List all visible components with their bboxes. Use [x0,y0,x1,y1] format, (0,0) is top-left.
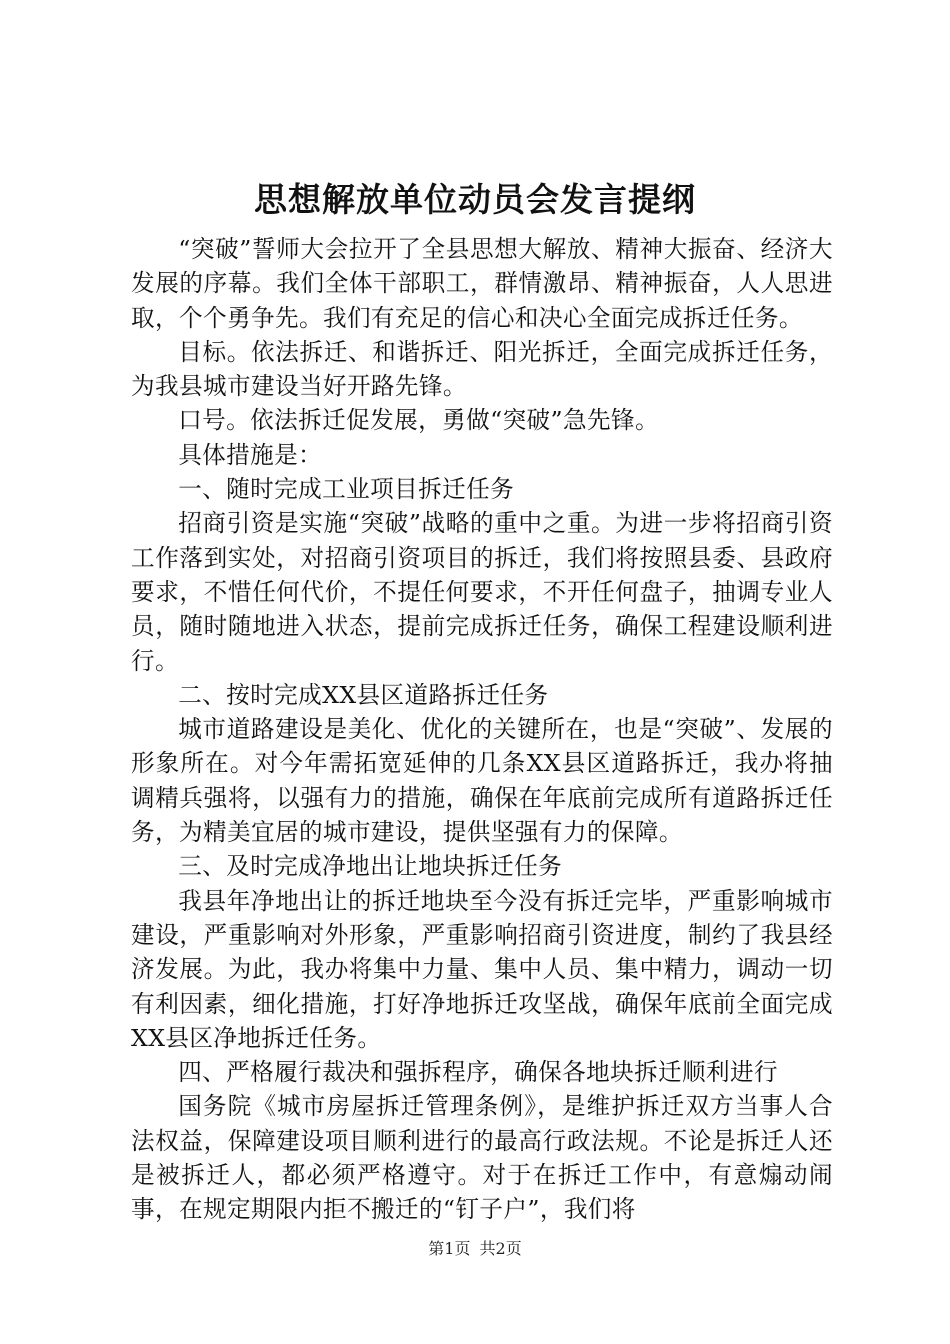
document-title: 思想解放单位动员会发言提纲 [254,180,696,219]
document-body [131,232,833,1227]
paragraph-measures-heading: 具体措施是： [178,440,323,469]
paragraph-goal: 目标。依法拆迁、和谐拆迁、阳光拆迁，全面完成拆迁任务，为我县城市建设当好开路先锋。 [131,337,833,401]
section-heading-3: 三、及时完成净地出让地块拆迁任务 [178,852,563,881]
paragraph-section-1: 招商引资是实施“突破”战略的重中之重。为进一步将招商引资工作落到实处，对招商引资项目的拆迁，我们将按照县委、县政府要求，不惜任何代价，不提任何要求，不开任何盘子，抽调专业人员，随时随地进入状态，提前完成拆迁任务，确保工程建设顺利进行。 [131,509,833,675]
section-heading-2: 二、按时完成XX县区道路拆迁任务 [178,680,549,709]
paragraph-slogan: 口号。依法拆迁促发展，勇做“突破”急先锋。 [178,406,659,435]
paragraph-section-2: 城市道路建设是美化、优化的关键所在，也是“突破”、发展的形象所在。对今年需拓宽延伸的几条XX县区道路拆迁，我办将抽调精兵强将，以强有力的措施，确保在年底前完成所有道路拆迁任务，为精美宜居的城市建设，提供坚强有力的保障。 [131,715,833,847]
section-heading-1: 一、随时完成工业项目拆迁任务 [178,475,515,504]
section-heading-4: 四、严格履行裁决和强拆程序，确保各地块拆迁顺利进行 [178,1058,779,1087]
paragraph-section-4: 国务院《城市房屋拆迁管理条例》，是维护拆迁双方当事人合法权益，保障建设项目顺利进行的最高行政法规。不论是拆迁人还是被拆迁人，都必须严格遵守。对于在拆迁工作中，有意煽动闹事，在规定期限内拒不搬迁的“钉子户”，我们将 [131,1092,833,1224]
paragraph-intro: “突破”誓师大会拉开了全县思想大解放、精神大振奋、经济大发展的序幕。我们全体干部职工，群情激昂、精神振奋，人人思进取，个个勇争先。我们有充足的信心和决心全面完成拆迁任务。 [131,235,833,332]
page-total: 共2页 [479,1239,522,1258]
paragraph-section-3: 我县年净地出让的拆迁地块至今没有拆迁完毕，严重影响城市建设，严重影响对外形象，严重影响招商引资进度，制约了我县经济发展。为此，我办将集中力量、集中人员、集中精力，调动一切有利因素，细化措施，打好净地拆迁攻坚战，确保年底前全面完成XX县区净地拆迁任务。 [131,886,833,1052]
page-footer [0,1238,950,1260]
page-number: 第1页 [428,1239,471,1258]
